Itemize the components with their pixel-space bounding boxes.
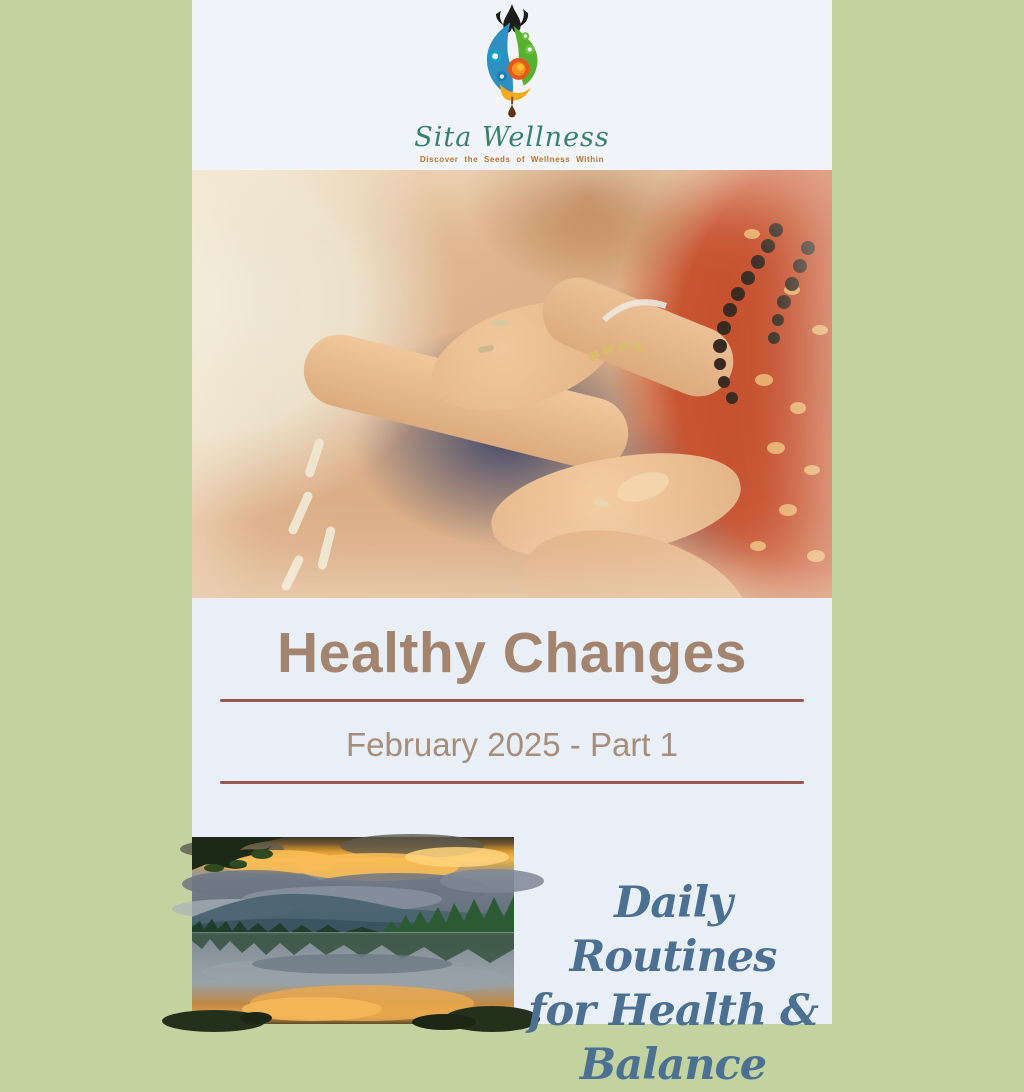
flame-leaf-logo-icon <box>466 4 558 122</box>
newsletter-body <box>192 0 832 1090</box>
lake-sunset-illustration <box>192 837 514 1024</box>
feature-heading-line-3: Balance <box>579 1040 767 1090</box>
divider-line-top <box>220 699 804 702</box>
feature-heading-line-2: for Health & <box>528 986 818 1036</box>
brand-name: Sita Wellness <box>414 122 610 153</box>
brand-tagline: Discover the Seeds of Wellness Within <box>419 155 605 164</box>
title-block <box>192 598 832 1090</box>
newsletter-title: Healthy Changes <box>277 621 747 685</box>
feature-heading <box>514 876 832 1092</box>
hero-photo-hand-massage <box>192 170 832 598</box>
newsletter-subtitle: February 2025 - Part 1 <box>346 726 678 763</box>
feature-heading-line-1: Daily Routines <box>569 878 777 982</box>
brand-header <box>192 0 832 170</box>
divider-line-bottom <box>220 781 804 784</box>
hero-vignette <box>192 170 832 598</box>
feature-photo-lake-sunset <box>192 837 514 1024</box>
